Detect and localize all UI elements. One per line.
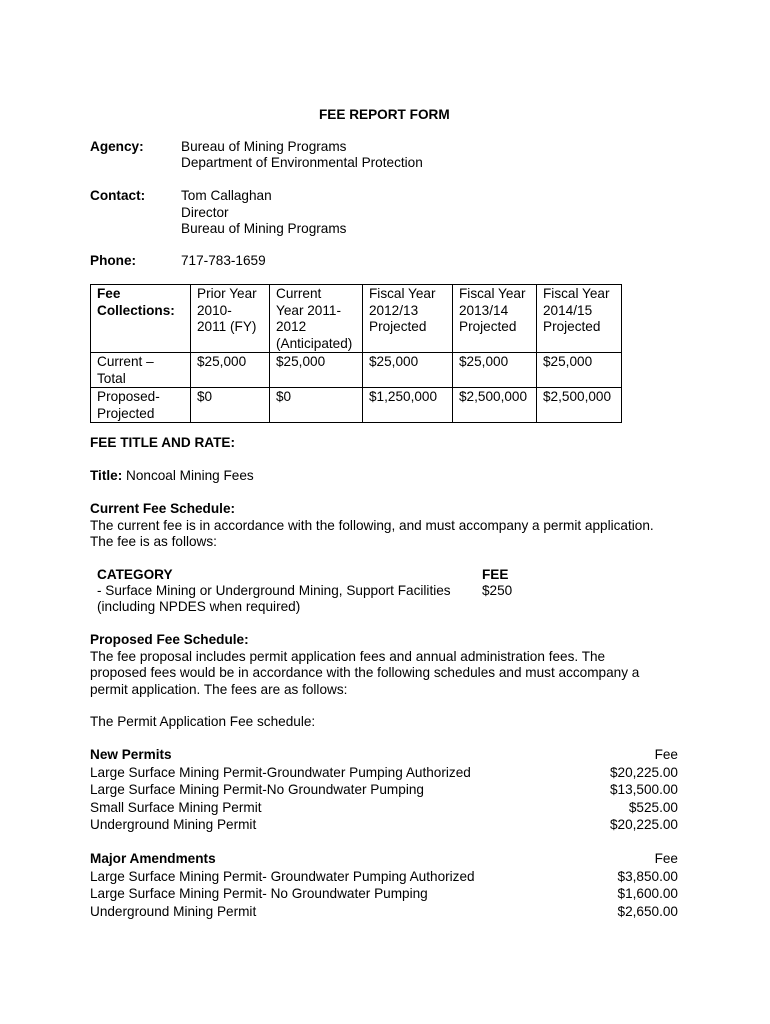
agency-label: Agency:	[90, 139, 144, 154]
new-permits-fee-header: Fee	[654, 747, 678, 762]
fee-title-line	[90, 467, 254, 484]
row-label-proposed-projected: Proposed- Projected	[91, 388, 191, 423]
table-row-current-total	[91, 353, 622, 388]
list-item: Underground Mining Permit	[90, 904, 257, 919]
category-line-1: - Surface Mining or Underground Mining, Support Facilities	[97, 583, 451, 598]
current-schedule-text-1: The current fee is in accordance with the following, and must accompany a permit application.	[90, 518, 654, 533]
table-cell: $25,000	[363, 353, 453, 388]
proposed-schedule-text-2: proposed fees would be in accordance with the following schedules and must accompany a	[90, 665, 640, 680]
contact-label: Contact:	[90, 188, 146, 203]
table-cell: $2,500,000	[453, 388, 537, 423]
proposed-schedule-heading: Proposed Fee Schedule:	[90, 632, 249, 647]
list-item: Underground Mining Permit	[90, 817, 257, 832]
list-item: Large Surface Mining Permit- Groundwater Pumping Authorized	[90, 869, 475, 884]
phone-label: Phone:	[90, 253, 137, 268]
table-row-proposed-projected	[91, 388, 622, 423]
proposed-schedule-text-3: permit application. The fees are as follows:	[90, 682, 348, 697]
list-item-fee: $3,850.00	[617, 869, 678, 884]
list-item: Large Surface Mining Permit- No Groundwater Pumping	[90, 886, 428, 901]
list-item-fee: $20,225.00	[609, 817, 678, 832]
current-schedule-text-2: The fee is as follows:	[90, 534, 217, 549]
category-header: CATEGORY	[97, 567, 173, 582]
proposed-schedule-text-1: The fee proposal includes permit application fees and annual administration fees. The	[90, 649, 606, 664]
header-cell-fee-collections: Fee Collections:	[91, 285, 191, 353]
fee-title-label: Title:	[90, 468, 123, 483]
phone-value: 717-783-1659	[181, 253, 266, 268]
list-item-fee: $525.00	[628, 800, 678, 815]
header-cell-current-year: Current Year 2011- 2012 (Anticipated)	[270, 285, 363, 353]
header-cell-fy-2012-13: Fiscal Year 2012/13 Projected	[363, 285, 453, 353]
permit-fee-intro: The Permit Application Fee schedule:	[90, 714, 316, 729]
list-item-fee: $1,600.00	[617, 886, 678, 901]
list-item: Large Surface Mining Permit-No Groundwater Pumping	[90, 782, 424, 797]
major-amendments-heading: Major Amendments	[90, 851, 216, 866]
row-label-current-total: Current – Total	[91, 353, 191, 388]
table-cell: $25,000	[270, 353, 363, 388]
table-cell: $0	[270, 388, 363, 423]
table-cell: $25,000	[537, 353, 622, 388]
list-item-fee: $13,500.00	[609, 782, 678, 797]
current-schedule-heading: Current Fee Schedule:	[90, 501, 236, 516]
list-item: Large Surface Mining Permit-Groundwater Pumping Authorized	[90, 765, 471, 780]
contact-title: Director	[181, 205, 229, 220]
list-item: Small Surface Mining Permit	[90, 800, 262, 815]
header-cell-prior-year: Prior Year 2010- 2011 (FY)	[191, 285, 270, 353]
major-amendments-fee-header: Fee	[654, 851, 678, 866]
agency-line-2: Department of Environmental Protection	[181, 155, 423, 170]
table-cell: $2,500,000	[537, 388, 622, 423]
table-cell: $25,000	[191, 353, 270, 388]
table-cell: $25,000	[453, 353, 537, 388]
contact-org: Bureau of Mining Programs	[181, 221, 347, 236]
agency-line-1: Bureau of Mining Programs	[181, 139, 347, 154]
table-cell: $1,250,000	[363, 388, 453, 423]
list-item-fee: $2,650.00	[617, 904, 678, 919]
header-cell-fy-2014-15: Fiscal Year 2014/15 Projected	[537, 285, 622, 353]
category-fee-value: $250	[482, 583, 513, 598]
list-item-fee: $20,225.00	[609, 765, 678, 780]
fee-collections-table	[90, 284, 622, 423]
table-cell: $0	[191, 388, 270, 423]
form-title: FEE REPORT FORM	[319, 107, 450, 122]
category-line-2: (including NPDES when required)	[97, 599, 301, 614]
contact-name: Tom Callaghan	[181, 188, 272, 203]
table-header-row	[91, 285, 622, 353]
header-cell-fy-2013-14: Fiscal Year 2013/14 Projected	[453, 285, 537, 353]
fee-title-heading: FEE TITLE AND RATE:	[90, 435, 235, 450]
new-permits-heading: New Permits	[90, 747, 172, 762]
fee-header: FEE	[482, 567, 509, 582]
fee-title-value: Noncoal Mining Fees	[126, 468, 254, 483]
